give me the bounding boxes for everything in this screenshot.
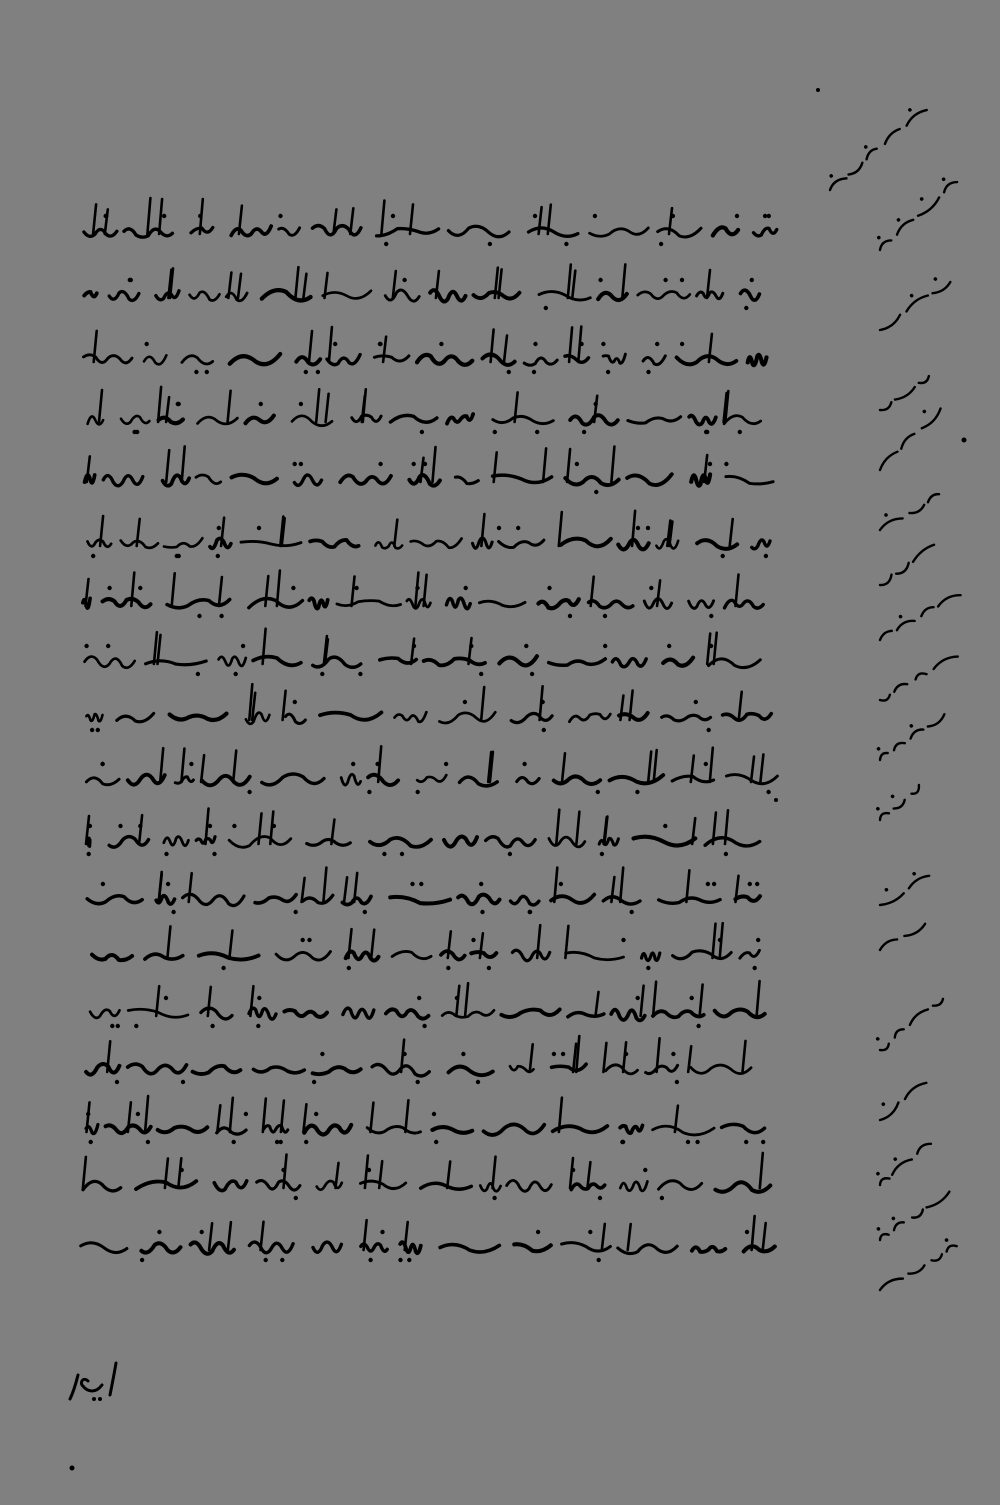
handwritten-line xyxy=(84,327,767,375)
handwritten-line xyxy=(90,981,765,1028)
handwritten-line xyxy=(86,746,777,794)
marginal-note xyxy=(878,653,958,703)
marginal-note xyxy=(872,172,958,252)
handwritten-line xyxy=(92,923,760,970)
handwritten-line xyxy=(86,809,760,857)
marginal-note xyxy=(872,1073,927,1122)
handwritten-line xyxy=(81,1216,775,1262)
marginal-note xyxy=(873,705,946,762)
ink-speck xyxy=(816,88,820,92)
handwritten-line xyxy=(83,571,763,619)
marginal-note xyxy=(874,1236,958,1293)
marginal-note xyxy=(874,485,941,532)
handwritten-line xyxy=(84,629,760,677)
marginal-note xyxy=(872,989,944,1053)
marginal-note xyxy=(878,543,937,587)
marginal-note xyxy=(822,100,928,192)
marginal-note xyxy=(874,584,961,642)
ink-speck xyxy=(962,438,967,443)
handwritten-text-lines xyxy=(81,198,778,1262)
handwritten-line xyxy=(84,198,777,246)
marginal-note xyxy=(872,401,943,472)
marginal-notes xyxy=(822,100,960,1293)
handwritten-line xyxy=(85,446,774,494)
marginal-note xyxy=(873,271,951,332)
handwritten-line xyxy=(86,684,771,732)
handwritten-line xyxy=(84,264,759,310)
ink-speck xyxy=(774,798,778,802)
marginal-note xyxy=(880,376,931,413)
marginal-note xyxy=(872,777,922,822)
marginal-note xyxy=(873,1182,951,1243)
handwritten-line xyxy=(86,1096,765,1144)
marginal-note xyxy=(872,1134,931,1186)
handwritten-line xyxy=(86,1036,751,1084)
marginal-note xyxy=(874,866,931,908)
handwritten-line xyxy=(88,511,771,558)
catchword-yar xyxy=(66,1355,126,1405)
handwritten-line xyxy=(83,1153,770,1200)
handwritten-line xyxy=(88,387,761,434)
ink-speck xyxy=(70,1466,75,1471)
handwritten-line xyxy=(87,868,760,915)
marginal-note xyxy=(878,921,926,952)
